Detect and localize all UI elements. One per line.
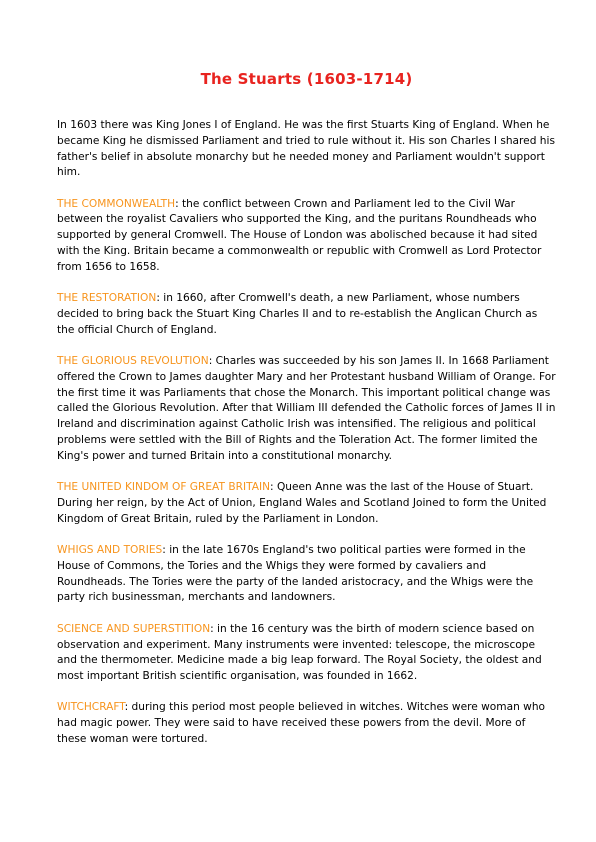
intro-paragraph: In 1603 there was King Jones I of England. He was the first Stuarts King of England. When he became King he dismissed Parliament and tried to rule without it. His son Charles I shared his father's belief in absolute monarchy but he needed money and Parliament wouldn't support him. bbox=[57, 119, 555, 179]
page-title: The Stuarts (1603-1714) bbox=[200, 70, 413, 88]
section-restoration bbox=[57, 291, 556, 338]
section-science-and-superstition bbox=[57, 622, 556, 685]
section-united-kingdom bbox=[57, 480, 556, 527]
section-commonwealth bbox=[57, 197, 556, 276]
section-heading: SCIENCE AND SUPERSTITION bbox=[57, 622, 211, 635]
section-heading: THE COMMONWEALTH bbox=[57, 197, 176, 210]
section-text: : Queen Anne was the last of the House of Stuart. During her reign, by the Act of Union, England Wales and Scotland Joined to form the United Kingdom of Great Britain, ruled by the Parliament in London. bbox=[57, 481, 547, 525]
section-glorious-revolution bbox=[57, 354, 556, 465]
section-text: : the conflict between Crown and Parliament led to the Civil War between the royalist Cavaliers who supported the King, and the puritans Roundheads who supported by general Cromwell. The House of London was abolisched because it had sited with the King. Britain became a commonwealth or republic with Cromwell as Lord Protector from 1656 to 1658. bbox=[57, 197, 542, 273]
section-text: : Charles was succeeded by his son James II. In 1668 Parliament offered the Crown to James daughter Mary and her Protestant husband William of Orange. For the first time it was Parliaments that chose the Monarch. This important political change was called the Glorious Revolution. After that William III defended the Catholic forces of James II in Ireland and discrimination against Catholic Irish was intensified. The religious and political problems were settled with the Bill of Rights and the Toleration Act. The former limited the King's power and turned Britain into a constitutional monarchy. bbox=[57, 355, 556, 462]
section-text: : in the 16 century was the birth of modern science based on observation and experiment. Many instruments were invented: telescope, the microscope and the thermometer. Medicine made a big leap forward. The Royal Society, the oldest and most important British scientific organisation, was founded in 1662. bbox=[57, 622, 542, 683]
section-whigs-and-tories bbox=[57, 543, 556, 606]
section-text: : during this period most people believed in witches. Witches were woman who had magic power. They were said to have received these powers from the devil. More of these woman were tortured. bbox=[57, 701, 546, 745]
section-heading: WHIGS AND TORIES bbox=[57, 544, 163, 557]
section-text: : in the late 1670s England's two political parties were formed in the House of Commons, the Tories and the Whigs they were formed by cavaliers and Roundheads. The Tories were the party of the landed aristocracy, and the Whigs were the party rich businessman, merchants and landowners. bbox=[57, 544, 534, 604]
section-heading: THE GLORIOUS REVOLUTION bbox=[57, 355, 209, 368]
section-heading: WITCHCRAFT bbox=[57, 701, 125, 714]
section-text: : in 1660, after Cromwell's death, a new Parliament, whose numbers decided to bring back the Stuart King Charles II and to re-establish the Anglican Church as the official Church of England. bbox=[57, 292, 538, 336]
section-heading: THE RESTORATION bbox=[57, 292, 157, 305]
section-heading: THE UNITED KINDOM OF GREAT BRITAIN bbox=[57, 481, 271, 494]
section-witchcraft bbox=[57, 700, 556, 747]
